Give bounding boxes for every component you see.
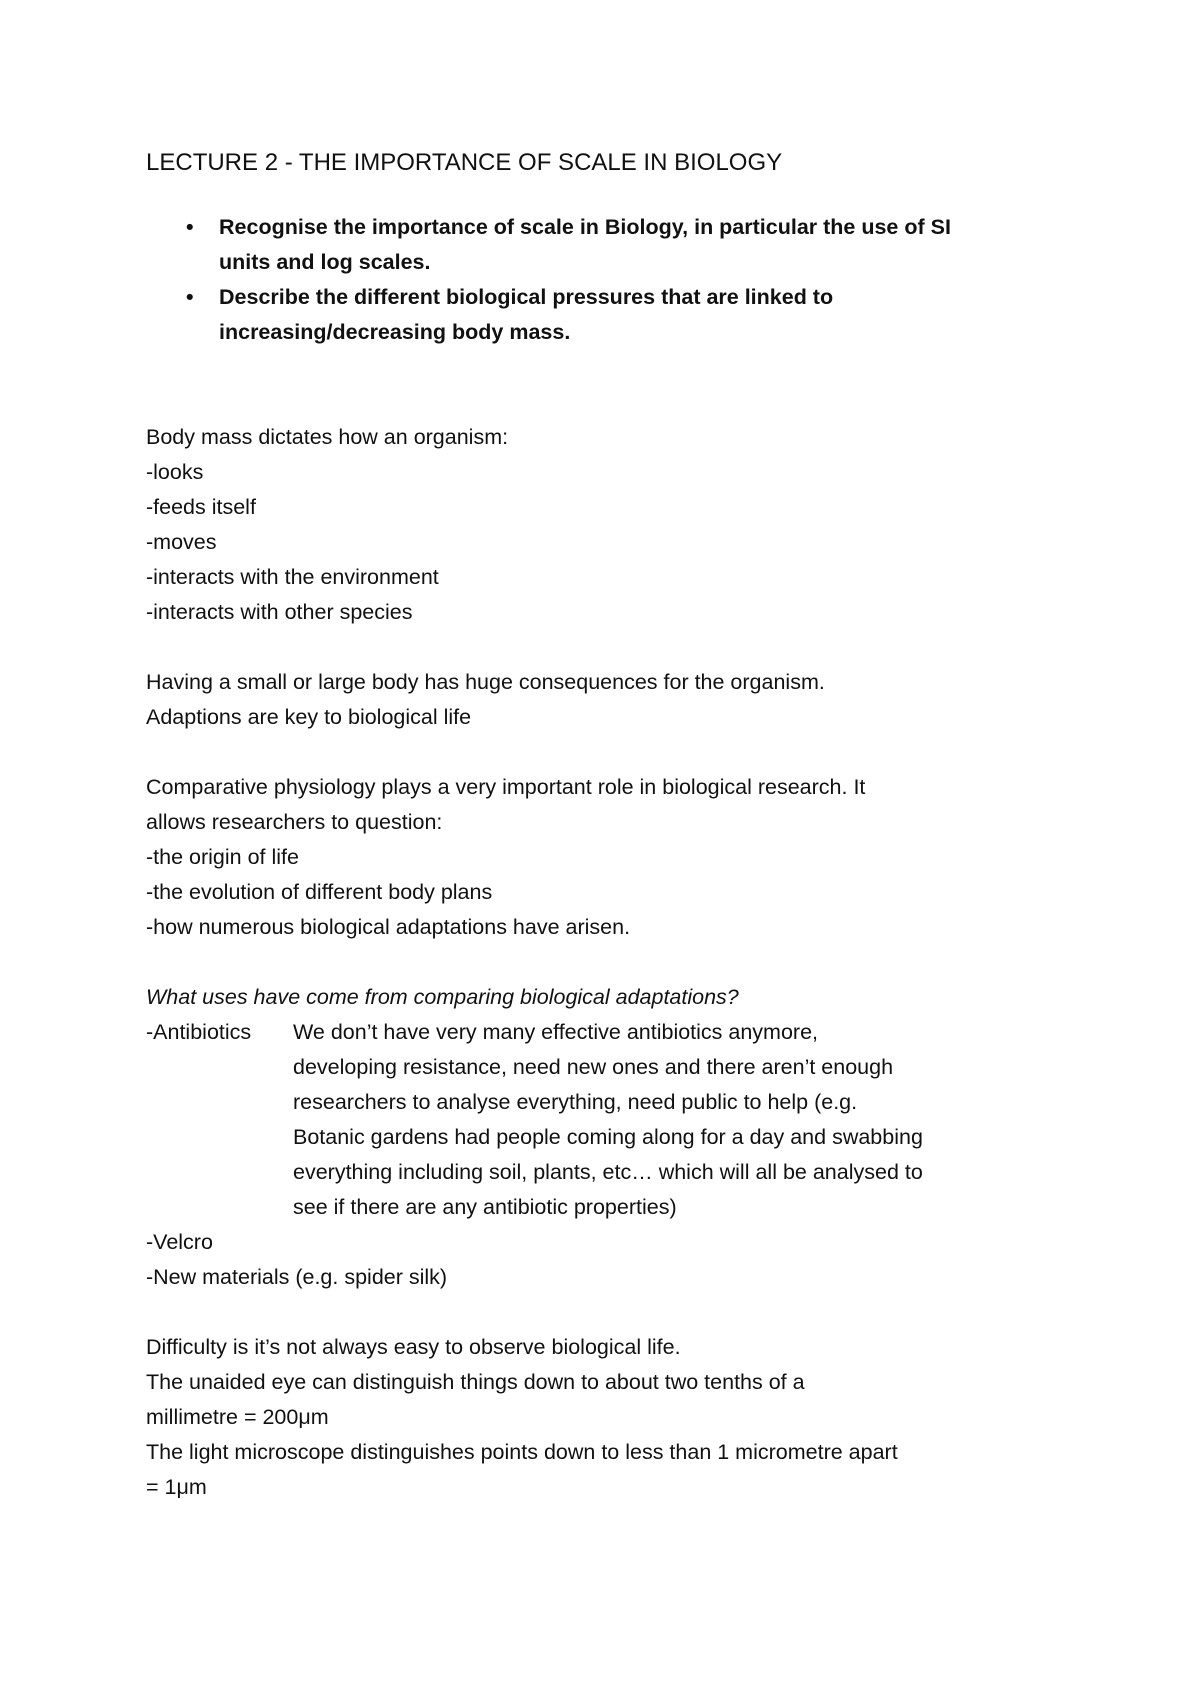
list-item: -the origin of life: [146, 845, 299, 869]
bullet-icon: •: [186, 215, 194, 239]
list-item: -how numerous biological adaptations have arisen.: [146, 915, 631, 939]
bullet-icon: •: [186, 285, 194, 309]
paragraph-line: We don’t have very many effective antibiotics anymore,: [293, 1020, 819, 1044]
list-item: -New materials (e.g. spider silk): [146, 1265, 448, 1289]
body-mass-section: [146, 420, 1076, 630]
paragraph-line: see if there are any antibiotic properties): [293, 1195, 677, 1219]
antibiotics-description: [293, 1015, 1076, 1225]
learning-objectives: [146, 210, 1076, 350]
paragraph-line: The unaided eye can distinguish things down to about two tenths of a: [146, 1370, 805, 1394]
paragraph-line: Botanic gardens had people coming along for a day and swabbing: [293, 1125, 923, 1149]
list-item: -looks: [146, 460, 204, 484]
paragraph-line: = 1μm: [146, 1475, 207, 1499]
uses-section: [146, 980, 1076, 1295]
document-page: [146, 145, 1076, 1505]
objective-line: Recognise the importance of scale in Biology, in particular the use of SI: [219, 215, 951, 239]
paragraph-line: researchers to analyse everything, need public to help (e.g.: [293, 1090, 858, 1114]
comparative-physiology-section: [146, 770, 1076, 945]
objective-line: Describe the different biological pressures that are linked to: [219, 285, 834, 309]
paragraph-line: Comparative physiology plays a very important role in biological research. It: [146, 775, 866, 799]
body-mass-intro: Body mass dictates how an organism:: [146, 425, 509, 449]
paragraph-line: Difficulty is it’s not always easy to observe biological life.: [146, 1335, 681, 1359]
objective-item: [146, 280, 1076, 350]
uses-question: What uses have come from comparing biological adaptations?: [146, 985, 739, 1009]
paragraph-line: allows researchers to question:: [146, 810, 443, 834]
page-title: LECTURE 2 - THE IMPORTANCE OF SCALE IN BIOLOGY: [146, 149, 783, 176]
list-item: -the evolution of different body plans: [146, 880, 493, 904]
list-item: -moves: [146, 530, 217, 554]
objective-item: [146, 210, 1076, 280]
antibiotics-row: [146, 1015, 1076, 1225]
antibiotics-label: -Antibiotics: [146, 1020, 252, 1044]
list-item: -interacts with other species: [146, 600, 413, 624]
paragraph-line: The light microscope distinguishes points down to less than 1 micrometre apart: [146, 1440, 898, 1464]
paragraph-line: everything including soil, plants, etc… which will all be analysed to: [293, 1160, 923, 1184]
paragraph-line: Adaptions are key to biological life: [146, 705, 472, 729]
list-item: -interacts with the environment: [146, 565, 439, 589]
size-consequences-section: [146, 665, 1076, 735]
list-item: -feeds itself: [146, 495, 256, 519]
paragraph-line: millimetre = 200μm: [146, 1405, 329, 1429]
paragraph-line: developing resistance, need new ones and there aren’t enough: [293, 1055, 894, 1079]
observation-section: [146, 1330, 1076, 1505]
objective-line: units and log scales.: [219, 250, 431, 274]
paragraph-line: Having a small or large body has huge consequences for the organism.: [146, 670, 825, 694]
list-item: -Velcro: [146, 1230, 213, 1254]
objective-line: increasing/decreasing body mass.: [219, 320, 571, 344]
